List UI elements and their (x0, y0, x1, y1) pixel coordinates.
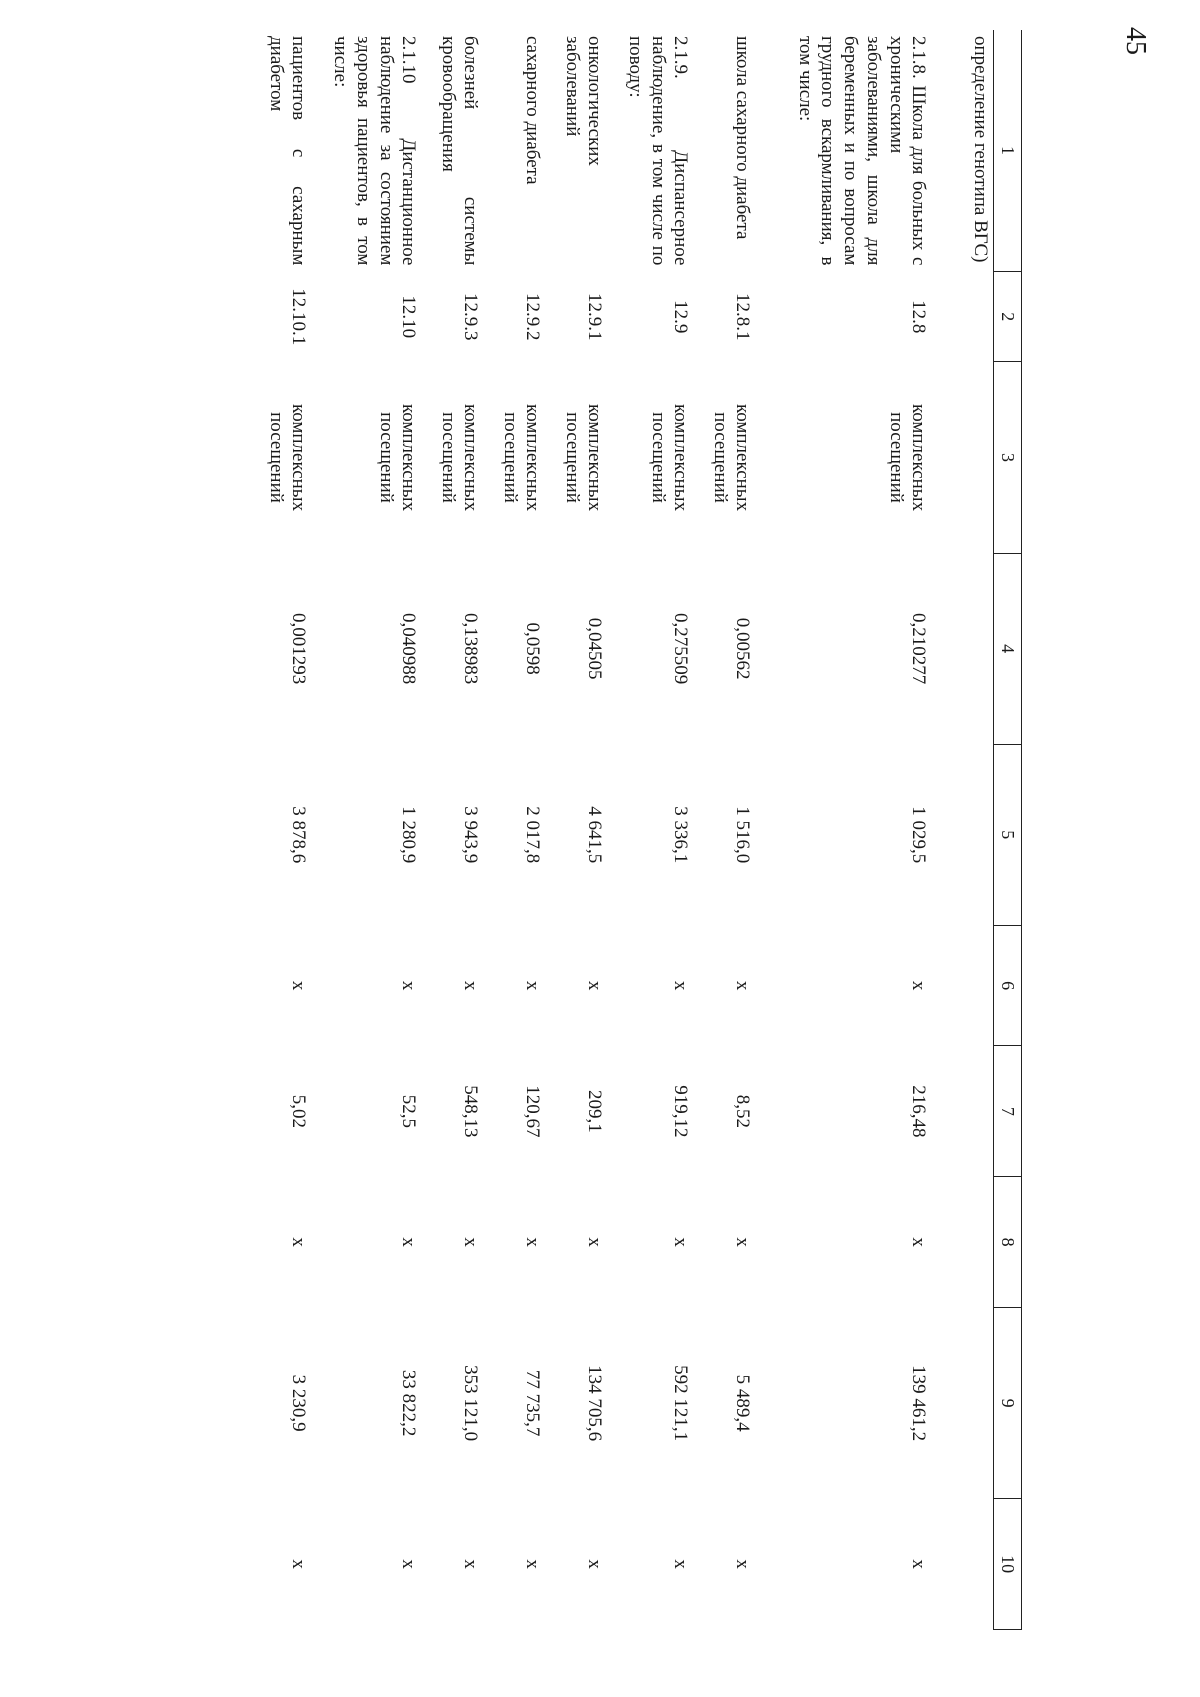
row-col8: х (460, 1237, 482, 1247)
row-cost: 1 516,0 (732, 806, 754, 864)
row-col6: х (460, 980, 482, 991)
row-cost: 3 878,6 (288, 806, 310, 864)
row-col10: х (522, 1559, 544, 1569)
row-col10 (932, 1499, 994, 1630)
row-total: 5 489,4 (732, 1374, 754, 1432)
row-col6: х (732, 980, 754, 991)
row-description: сахарного диабета (522, 36, 544, 185)
row-description: 2.1.8. Школа для больных с хроническими заболеваниями, школа для беременных и по вопросам грудного вскармливания, в том числе: (794, 36, 930, 266)
page-number: 45 (1120, 27, 1151, 55)
row-norm: 0,00562 (732, 617, 754, 680)
row-col10: х (398, 1559, 420, 1569)
row-per-capita: 120,67 (522, 1085, 544, 1138)
row-unit: комплексных посещений (885, 403, 930, 512)
row-code: 12.8.1 (732, 292, 754, 341)
row-per-capita (932, 1046, 994, 1177)
row-cost: 3 336,1 (670, 806, 692, 864)
column-header: 4 (994, 553, 1022, 744)
row-col8: х (908, 1237, 930, 1247)
row-per-capita: 216,48 (908, 1085, 930, 1138)
row-col10: х (732, 1559, 754, 1569)
row-norm (932, 553, 994, 744)
row-col8: х (288, 1237, 310, 1247)
row-col6: х (288, 980, 310, 991)
row-unit: комплексных посещений (561, 403, 606, 512)
row-unit (932, 362, 994, 553)
row-cost: 4 641,5 (584, 806, 606, 864)
row-cost: 1 029,5 (908, 806, 930, 864)
row-description: школа сахарного диабета (732, 36, 754, 240)
row-code: 12.10 (398, 295, 420, 339)
row-description: 2.1.9. Диспансерное наблюдение, в том числе по поводу: (624, 36, 692, 266)
row-code: 12.9.2 (522, 292, 544, 341)
row-per-capita: 209,1 (584, 1089, 606, 1133)
row-col8: х (584, 1237, 606, 1247)
row-col10: х (288, 1559, 310, 1569)
column-header: 5 (994, 744, 1022, 925)
row-description: болезней системы кровообращения (437, 36, 482, 266)
row-total: 353 121,0 (460, 1365, 482, 1442)
row-norm: 0,138983 (460, 613, 482, 685)
table-row (756, 30, 932, 1630)
rotated-page-content (250, 30, 1023, 1630)
row-unit: комплексных посещений (265, 403, 310, 512)
column-header: 2 (994, 271, 1022, 362)
row-cost (932, 744, 994, 925)
row-total: 592 121,1 (670, 1365, 692, 1442)
row-col10: х (670, 1559, 692, 1569)
column-header: 9 (994, 1308, 1022, 1499)
row-code: 12.9.3 (460, 292, 482, 341)
row-per-capita: 52,5 (398, 1094, 420, 1128)
row-unit: комплексных посещений (499, 403, 544, 512)
row-col6: х (522, 980, 544, 991)
row-total (932, 1308, 994, 1499)
row-col8: х (398, 1237, 420, 1247)
row-col10: х (908, 1559, 930, 1569)
row-norm: 0,001293 (288, 613, 310, 685)
row-unit: комплексных посещений (709, 403, 754, 512)
row-total: 77 735,7 (522, 1369, 544, 1437)
row-per-capita: 8,52 (732, 1094, 754, 1128)
row-total: 134 705,6 (584, 1365, 606, 1442)
column-header: 6 (994, 925, 1022, 1046)
column-header: 10 (994, 1499, 1022, 1630)
row-unit: комплексных посещений (437, 403, 482, 512)
row-total: 139 461,2 (908, 1365, 930, 1442)
table-row (546, 30, 608, 1630)
row-col6: х (398, 980, 420, 991)
row-col8: х (670, 1237, 692, 1247)
row-code: 12.9 (670, 300, 692, 334)
row-unit: комплексных посещений (647, 403, 692, 512)
row-norm: 0,04505 (584, 617, 606, 680)
row-col8 (932, 1177, 994, 1308)
row-col6: х (908, 980, 930, 991)
row-col6: х (584, 980, 606, 991)
table-row (484, 30, 546, 1630)
row-col8: х (522, 1237, 544, 1247)
row-total: 33 822,2 (398, 1369, 420, 1437)
row-cost: 3 943,9 (460, 806, 482, 864)
column-header: 8 (994, 1177, 1022, 1308)
column-header: 1 (994, 30, 1022, 271)
row-col6: х (670, 980, 692, 991)
column-number-row (994, 30, 1022, 1630)
row-unit: комплексных посещений (375, 403, 420, 512)
row-code: 12.8 (908, 300, 930, 334)
column-header: 7 (994, 1046, 1022, 1177)
row-norm: 0,0598 (522, 622, 544, 675)
tariff-table (250, 30, 1023, 1630)
row-norm: 0,275509 (670, 613, 692, 685)
row-col8: х (732, 1237, 754, 1247)
row-code (932, 271, 994, 362)
row-code: 12.10.1 (288, 288, 310, 346)
column-header: 3 (994, 362, 1022, 553)
row-total: 3 230,9 (288, 1374, 310, 1432)
row-per-capita: 919,12 (670, 1085, 692, 1138)
row-description: пациентов с сахарным диабетом (265, 36, 310, 266)
row-code: 12.9.1 (584, 292, 606, 341)
row-col10: х (460, 1559, 482, 1569)
row-per-capita: 5,02 (288, 1094, 310, 1128)
row-col10: х (584, 1559, 606, 1569)
row-per-capita: 548,13 (460, 1085, 482, 1138)
table-row (250, 30, 312, 1630)
row-cost: 1 280,9 (398, 806, 420, 864)
row-description: 2.1.10 Дистанционное наблюдение за состоянием здоровья пациентов, в том числе: (330, 36, 420, 266)
row-description: определение генотипа ВГС) (970, 36, 991, 263)
row-cost: 2 017,8 (522, 806, 544, 864)
table-row (312, 30, 422, 1630)
table-row (422, 30, 484, 1630)
row-norm: 0,040988 (398, 613, 420, 685)
table-row (694, 30, 756, 1630)
row-col6 (932, 925, 994, 1046)
row-description: онкологических заболеваний (561, 36, 606, 166)
table-row (932, 30, 994, 1630)
row-norm: 0,210277 (908, 613, 930, 685)
table-row (608, 30, 694, 1630)
